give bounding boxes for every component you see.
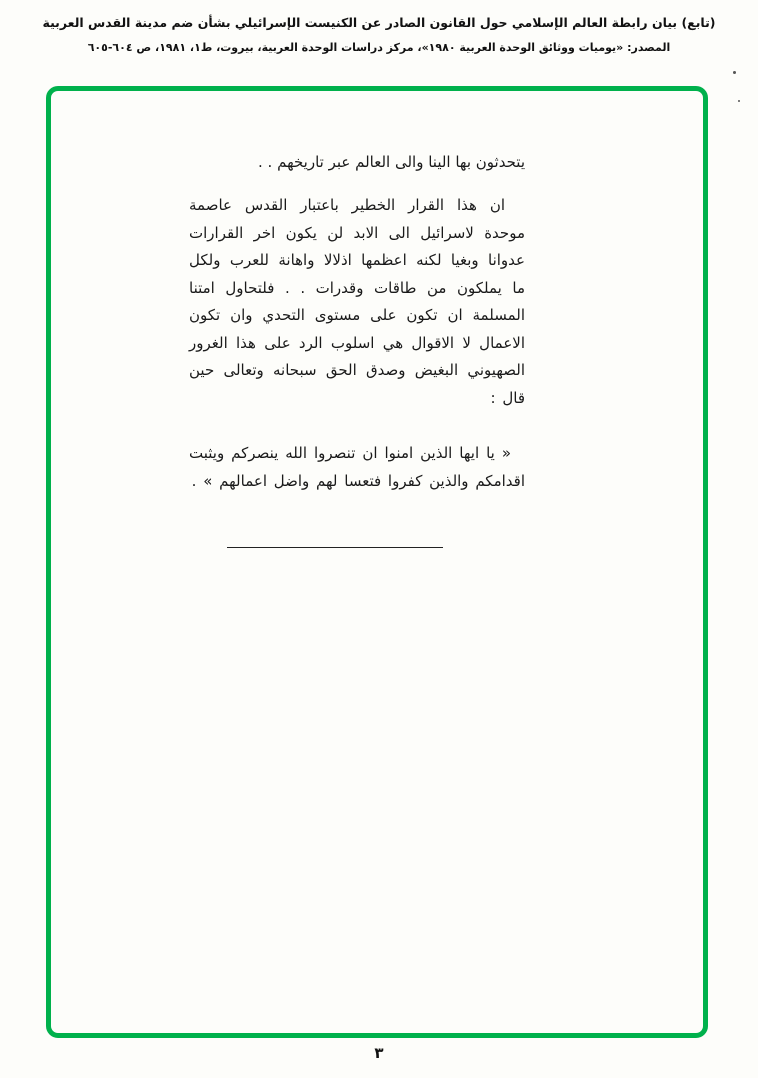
divider-rule xyxy=(227,547,443,548)
body-text-block xyxy=(189,149,525,548)
document-header xyxy=(0,0,758,55)
scan-speck xyxy=(738,100,740,102)
page-number: ٣ xyxy=(374,1044,384,1062)
header-title: (تابع) بيان رابطة العالم الإسلامي حول القانون الصادر عن الكنيست الإسرائيلي بشأن ضم مدينة القدس العربية xyxy=(42,15,716,30)
quran-quote: « يا ايها الذين امنوا ان تنصروا الله ينصركم ويثبت اقدامكم والذين كفروا فتعسا لهم واضل اعمالهم » . xyxy=(189,444,525,490)
header-source: المصدر: «يوميات ووثائق الوحدة العربية ١٩٨٠»، مركز دراسات الوحدة العربية، بيروت، ط١، ١٩٨١، ص ٦٠٤-٦٠٥ xyxy=(87,40,671,54)
intro-line: يتحدثون بها الينا والى العالم عبر تاريخهم . . xyxy=(258,153,525,171)
scan-speck xyxy=(733,71,736,74)
main-paragraph: ان هذا القرار الخطير باعتبار القدس عاصمة موحدة لاسرائيل الى الابد لن يكون اخر القرارات عدوانا وبغيا لكنه اعظمها اذلالا واهانة للعرب ولكل ما يملكون من طاقات وقدرات . . فلتحاول امتنا المسلمة ان تكون على مستوى التحدي وان تكون الاعمال لا الاقوال هي اسلوب الرد على هذا الغرور الصهيوني البغيض وصدق الحق سبحانه وتعالى حين قال : xyxy=(189,196,525,407)
green-border-frame xyxy=(46,86,708,1038)
